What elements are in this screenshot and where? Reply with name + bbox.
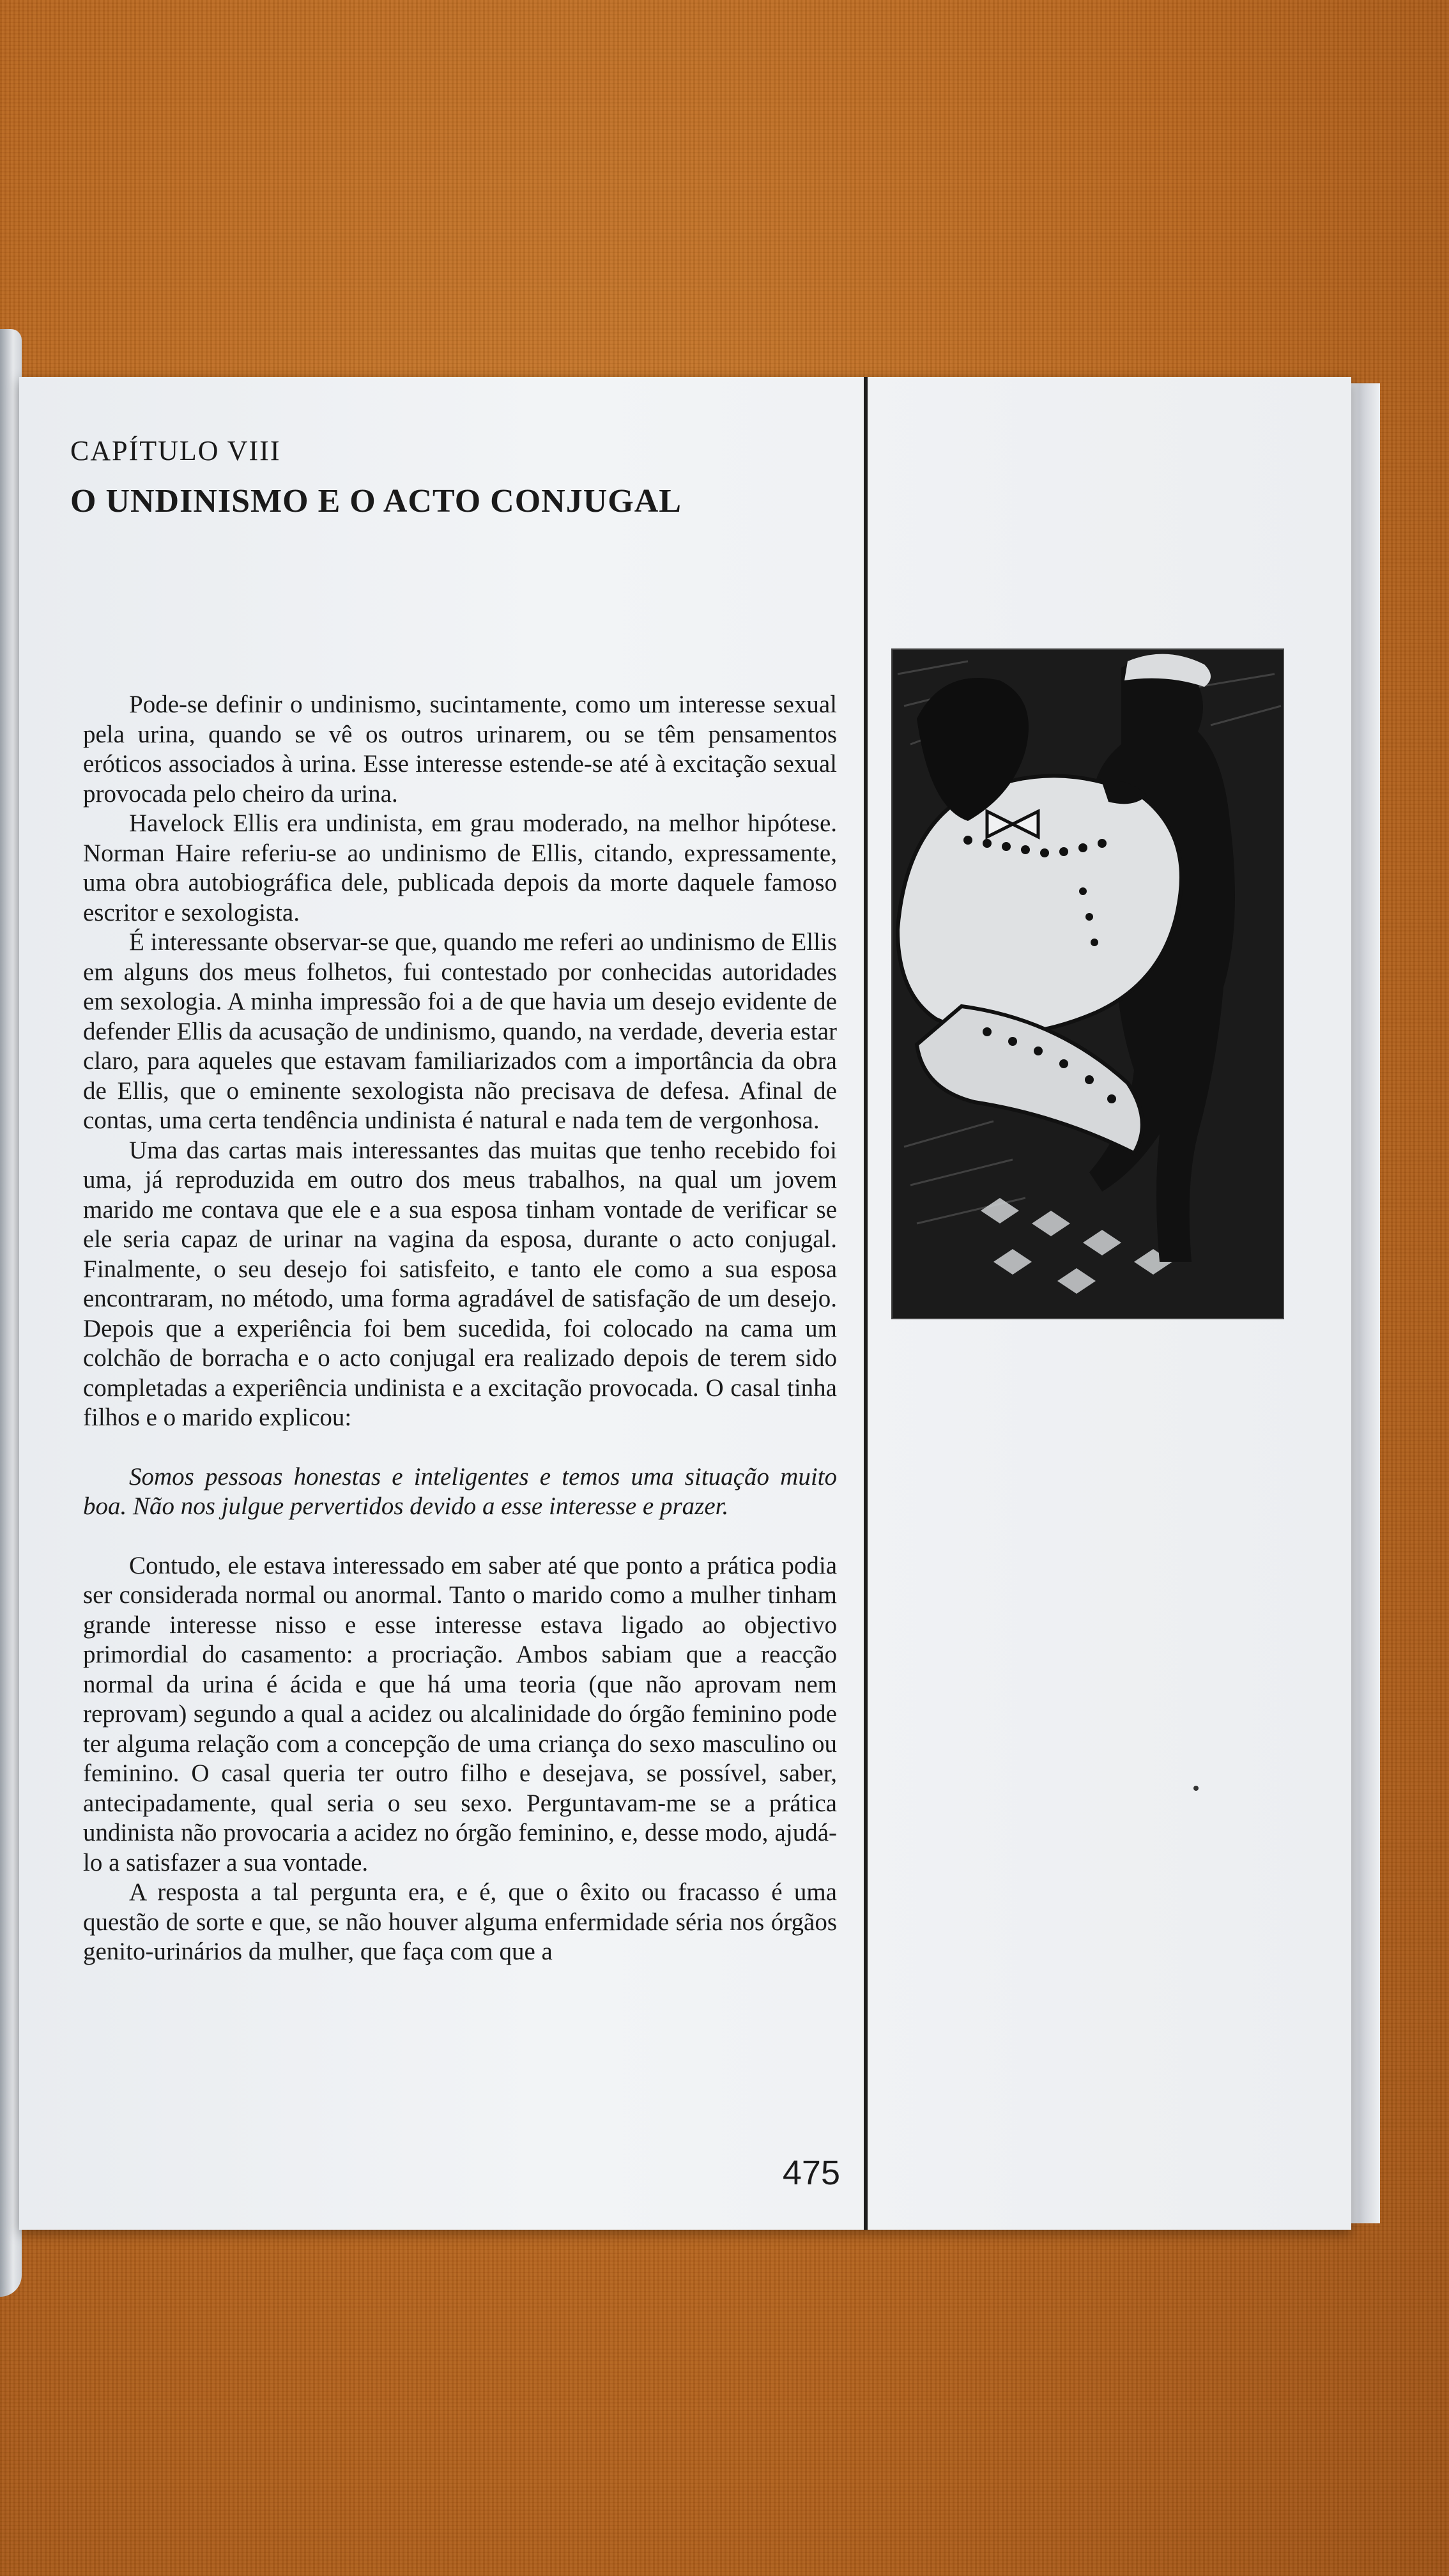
paragraph: Havelock Ellis era undinista, em grau moderado, na melhor hipótese. Norman Haire referiu-se ao undinismo de Ellis, citando, expressamente, uma obra autobiográfica dele, publicada depois da morte daquele famoso escritor e sexologista.	[83, 809, 837, 926]
body-text	[83, 690, 837, 1967]
paragraph: Contudo, ele estava interessado em saber até que ponto a prática podia ser considerada normal ou anormal. Tanto o marido como a mulher tinham grande interesse nisso e esse interesse estava ligado ao objectivo primordial do casamento: a procriação. Ambos sabiam que a reacção normal da urina é ácida e que há uma teoria (que não aprovam nem reprovam) segundo a qual a acidez ou alcalinidade do órgão feminino pode ter alguma relação com a concepção de uma criança do sexo masculino ou feminino. O casal queria ter outro filho e desejava, se possível, saber, antecipadamente, qual seria o seu sexo. Perguntavam-me se a prática undinista não provocaria a acidez no órgão feminino, e, desse modo, ajudá-lo a satisfazer a sua vontade.	[83, 1551, 837, 1876]
left-text-page	[54, 434, 840, 2211]
paragraph: A resposta a tal pergunta era, e é, que o êxito ou fracasso é uma questão de sorte e que, se não houver alguma enfermidade séria nos órgãos genito-urinários da mulher, que faça com que a	[83, 1878, 837, 1965]
ink-fleck	[1193, 1786, 1199, 1791]
left-page-edge	[0, 329, 22, 2297]
page-number: 475	[782, 2154, 840, 2192]
illustration-drawing	[891, 648, 1284, 1319]
chapter-title: O UNDINISMO E O ACTO CONJUGAL	[70, 483, 682, 519]
chapter-label: CAPÍTULO VIII	[70, 435, 281, 466]
paragraph: É interessante observar-se que, quando me referi ao undinismo de Ellis em alguns dos meus folhetos, fui contestado por conhecidas autoridades em sexologia. A minha impressão foi a de que havia um desejo evidente de defender Ellis da acusação de undinismo, quando, na verdade, deveria estar claro, para aqueles que estavam familiarizados com a importância da obra de Ellis, que o eminente sexologista não precisava de defesa. Afinal de contas, uma certa tendência undinista é natural e nada tem de vergonhosa.	[83, 928, 837, 1134]
paragraph: Pode-se definir o undinismo, sucintamente, como um interesse sexual pela urina, quando se vê os outros urinarem, ou se têm pensamentos eróticos associados à urina. Esse interesse estende-se até à excitação sexual provocada pelo cheiro da urina.	[83, 691, 837, 808]
paragraph: Uma das cartas mais interessantes das muitas que tenho recebido foi uma, já reproduzida em outro dos meus trabalhos, na qual um jovem marido me contava que ele e a sua esposa tinham vontade de verificar se ele seria capaz de urinar na vagina da esposa, durante o acto conjugal. Finalmente, o seu desejo foi satisfeito, e tanto ele como a sua esposa encontraram, no método, uma forma agradável de satisfação de um desejo. Depois que a experiência foi bem sucedida, foi colocado na cama um colchão de borracha e o acto conjugal era realizado depois de terem sido completadas a experiência undinista e a excitação provocada. O casal tinha filhos e o marido explicou:	[83, 1136, 837, 1431]
book-spread	[19, 377, 1351, 2230]
quoted-letter: Somos pessoas honestas e inteligentes e temos uma situação muito boa. Não nos julgue pervertidos devido a esse interesse e prazer.	[83, 1462, 837, 1520]
page-gutter-line	[864, 377, 868, 2230]
woodcut-figures-illustration	[891, 648, 1284, 1319]
